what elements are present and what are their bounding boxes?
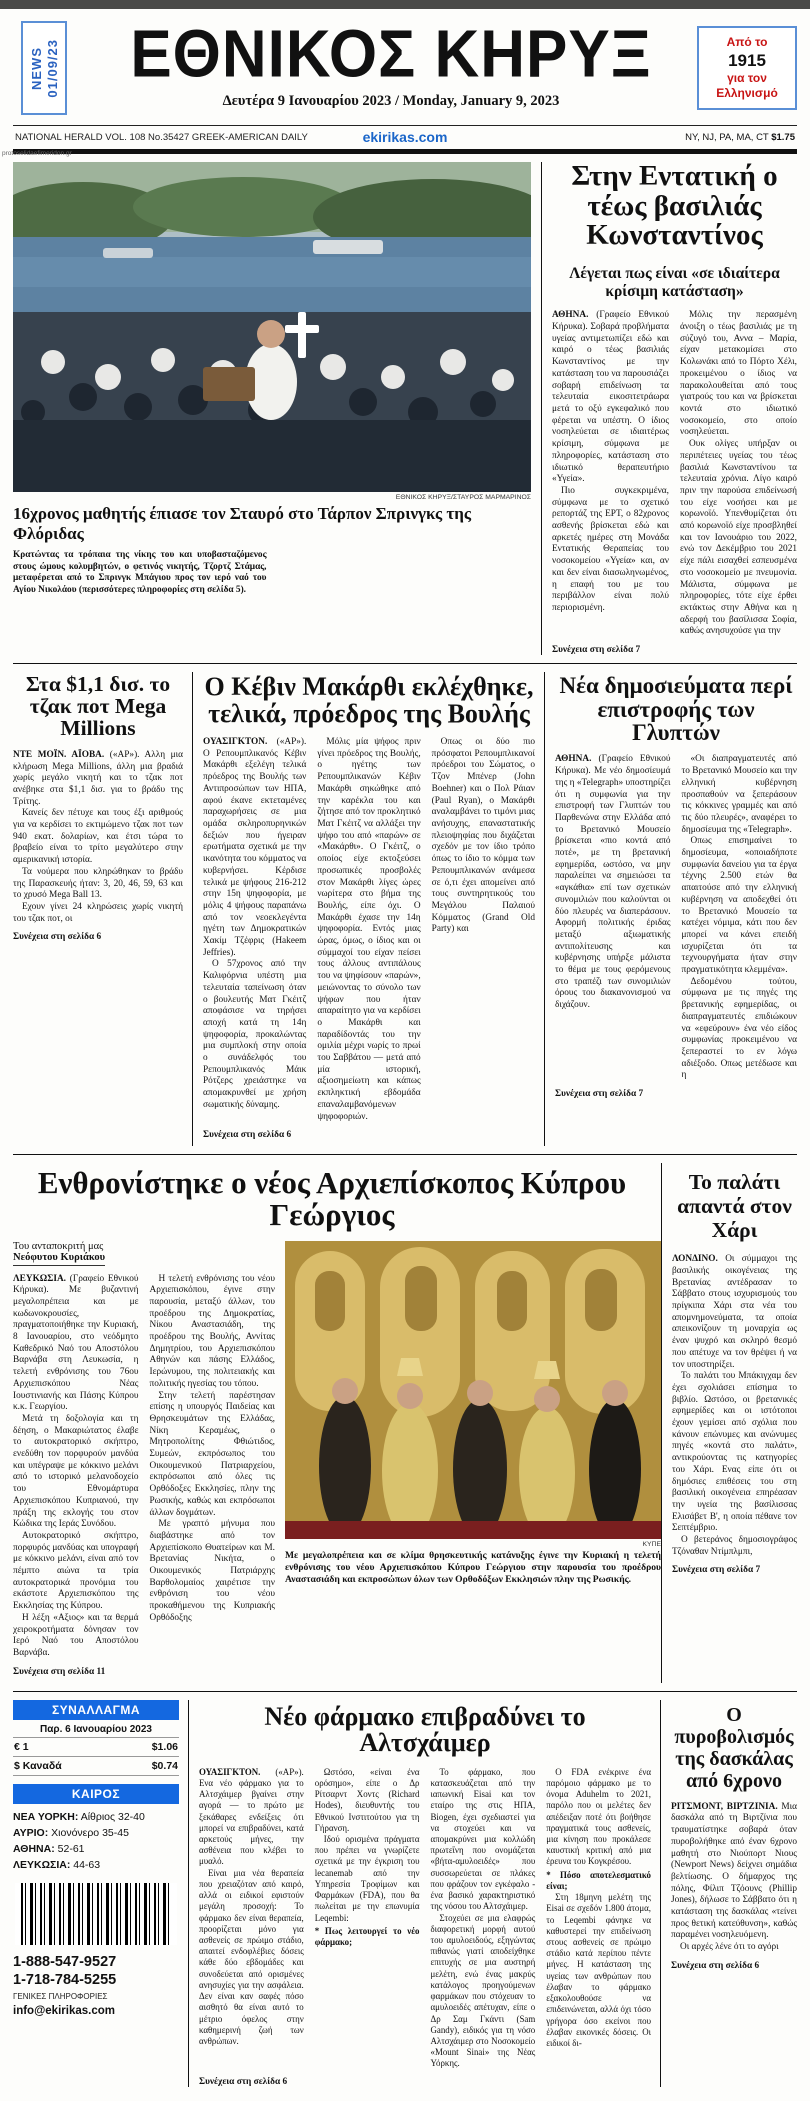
article-paragraph: ΛΟΝΔΙΝΟ. Οι σύμμαχοι της βασιλικής οικογένειας της Βρετανίας αντέδρασαν το Σάββατο στους ισχυρισμούς του πρίγκιπα Χάρι στα νέα του απομνημονεύματα, τα οποία απεικονίζουν τη μοναρχία ως έναν ψυχρό και σκληρό θεσμό που απέτυχε να τον θρέψει ή να τον υποστηρίξει. [672, 1254, 798, 1370]
article-parthenon-marbles [544, 672, 797, 1146]
byline-name: Νεόφυτου Κυριάκου [13, 1252, 105, 1266]
section-divider [13, 663, 797, 664]
section-divider [13, 1154, 797, 1155]
article-palace-harry [661, 1163, 797, 1682]
article-paragraph: ΟΥΑΣΙΓΚΤΟΝ. («ΑΡ»). Ενα νέο φάρμακο για το Αλτσχάιμερ βγαίνει στην αγορά — το πρώτο με ξεκάθαρες ενδείξεις ότι μπορεί να επιβραδύνει, κατά αρκετούς μήνες, την ασθένεια που κλέβει το μυαλό. [199, 1766, 304, 1867]
news-date-badge [21, 21, 67, 115]
article-teacher-shooting [660, 1700, 797, 2087]
enthronement-photo-block [285, 1241, 661, 1677]
mega-continued: Συνέχεια στη σελίδα 6 [13, 932, 102, 943]
article-paragraph: ΑΘΗΝΑ. (Γραφείο Εθνικού Κήρυκα). Σοβαρά προβλήματα υγείας αντιμετωπίζει εδώ και καιρό ο τέως βασιλιάς Κωνσταντίνος με την κατάσταση του να παρουσιάζει σοβαρή επιδείνωση τα τελευταία εικοσιτετράωρα μετά το οξύ εγκεφαλικό που φέρεται να υπέστη. Ο ίδιος νοσηλεύεται σε ιδιαιτέρως κρίσιμη, σύμφωνα με πληροφορίες, κατάσταση στο ιδιωτικό θεραπευτήριο «Υγεία». [552, 310, 670, 485]
article-paragraph: Μόλις μία ψήφος πριν γίνει πρόεδρος της Βουλής, ο ηγέτης των Ρεπουμπλικανών Κέβιν Μακάρθι σηκώθηκε από την καρέκλα του και ζήτησε από τον προκλητικό Ματ Γκέιτζ να αλλάξει την ψήφο του από «παρών» σε «Μακάρθι». Ο Γκέιτζ, ο οποίος είχε εκτοξεύσει προσωπικές προσβολές στον Μακάρθι λίγες ώρες νωρίτερα στο βήμα της Βουλής, είπε όχι. Ο Μακάρθι έχασε την 14η ψηφοφορία. Εντός μιας ώρας, όμως, ο ίδιος και οι σύμμαχοί του είχαν πείσει τους άλλους αντιπάλους του να ψηφίσουν «παρών», μειώνοντας το σύνολο των ψήφων που ήταν απαραίτητο για να κερδίσει ο Μακάρθι και παραδίδοντάς του την ομιλία μέχρι νωρίς το πρωί του Σαββάτου — μετά από μία ιστορική, αξιοσημείωτη και κάπως εκπληκτική εβδομάδα επαναλαμβανόμενων ψηφοφοριών. [317, 737, 421, 1122]
epiphany-photo-block [13, 162, 531, 655]
exchange-date: Παρ. 6 Ιανουαρίου 2023 [13, 1720, 179, 1738]
volume-info: NATIONAL HERALD VOL. 108 No.35427 GREEK-AMERICAN DAILY [15, 131, 308, 143]
article-paragraph: Μόλις την περασμένη άνοιξη ο τέως βασιλιάς με τη σύζυγό του, Αννα – Μαρία, είχαν μετακομίσει στο Κολωνάκι από το Πόρτο Χέλι, προκειμένου ο ίδιος να παρακολουθείται από τους γιατρούς του και να βρίσκεται κοντά στο ιδιωτικό νοσοκομείο, στο οποίο νοσηλεύεται. [680, 310, 797, 438]
epiphany-photo-art [13, 162, 531, 492]
exchange-value: $0.74 [151, 1759, 178, 1772]
article-paragraph: Στη 18μηνη μελέτη της Eisai σε σχεδόν 1.800 άτομα, το Leqembi φάνηκε να καθυστερεί την επιδείνωση στους ασθενείς σε πρώιμο στάδιο κατά περίπου πέντε μήνες. Η κατάσταση της υγείας των ανθρώπων που έλαβαν το φάρμακο εξακολουθούσε να επιδεινώνεται, αλλά όχι τόσο γρήγορα όσο εκείνοι που έλαβαν εικονικές δόσεις. Οι ειδικοί δι- [546, 1892, 651, 2048]
middle-band [0, 672, 810, 1146]
enthronement-band [0, 1163, 810, 1682]
article-mega-millions [13, 672, 183, 1146]
info-email-link[interactable]: info@ekirikas.com [13, 2004, 115, 2017]
weather-list [13, 1809, 179, 1873]
since-year: 1915 [728, 50, 766, 70]
marbles-headline: Νέα δημοσιεύματα περί επιστροφής των Γλυπτών [559, 673, 793, 745]
enthronement-photo-credit: ΚΥΠΕ [642, 1540, 661, 1548]
side-micro-text: protoselidaefimeridon.gr [2, 150, 72, 157]
article-paragraph: Ωστόσο, «είναι ένα ορόσημο», είπε ο Δρ Ρίτσαρντ Χοντς (Richard Hodes), διευθυντής του Εθνικού Ινστιτούτου για τη Γήρανση. [314, 1766, 420, 1833]
weather-item: ΛΕΥΚΩΣΙΑ: 44-63 [13, 1858, 101, 1871]
exchange-header: ΣΥΝΑΛΛΑΓΜΑ [13, 1700, 179, 1720]
article-paragraph: Κρατώντας τα τρόπαια της νίκης του και υποβασταζόμενος στους ώμους κολυμβητών, ο φετινός νικητής, Τζορτζ Στάμας, μεταφέρεται από το Σπρινγκ Μπάγιου προς τον ιερό ναό του Αγίου Νικολάου (περισσότερες πληροφορίες στη σελίδα 5). [13, 550, 267, 596]
article-paragraph: ΑΘΗΝΑ. (Γραφείο Εθνικού Κήρυκα). Με νέο δημοσίευμά της η «Telegraph» υποστηρίζει ότι η συμφωνία για την επιστροφή των Γλυπτών του Παρθενώνα στην Ελλάδα από το Βρετανικό Μουσείο βρίσκεται «πιο κοντά από ποτέ», με τη βρετανική εφημερίδα, ωστόσο, να μην παραλείπει να σημειώσει τα «αγκάθια» επί των σχετικών συνομιλιών που καλούνται οι δύο πλευρές να διαπεράσουν. Αφορμή πολιτικής έριδας μεταξύ αξιωματικής αντιπολίτευσης και κυβέρνησης υπήρξε μάλιστα το θέμα με τους φερόμενους στο τραπέζι των συνομιλιών όρους του διακανονισμού να διχάζουν. [555, 754, 671, 1011]
article-paragraph: Στην τελετή παρέστησαν επίσης η υπουργός Παιδείας και Θρησκευμάτων της Ελλάδας, Νίκη Κεραμέως, ο Μητροπολίτης Φθιώτιδος, Συμεών, εκπρόσωπος του Οικουμενικού Πατριαρχείου, εκπρόσωποι από όλες τις Ορθόδοξες Εκκλησίες, πλην της Ρωσικής, καθώς και εκπρόσωποι άλλων δογμάτων. [149, 1390, 275, 1518]
article-paragraph: Κανείς δεν πέτυχε και τους έξι αριθμούς για να κερδίσει το εκτιμώμενο τζακ ποτ των 940 εκατ. δολαρίων, και έτσι τώρα το βραβείο είναι το τρίτο μεγαλύτερο στην αμερικανική ιστορία. [13, 808, 183, 866]
since-1915-badge [697, 26, 797, 110]
article-paragraph: Η λέξη «Αξιος» και τα θερμά χειροκροτήματα δόνησαν τον Ιερό Ναό του Αποστόλου Βαρνάβα. [13, 1612, 139, 1658]
phone-numbers [13, 1953, 179, 1989]
enthronement-continued: Συνέχεια στη σελίδα 11 [13, 1666, 106, 1677]
distribution-states: NY, NJ, PA, MA, CT [685, 131, 769, 143]
phone-toll-free: 1-888-547-9527 [13, 1953, 117, 1970]
palace-continued: Συνέχεια στη σελίδα 7 [672, 1565, 761, 1576]
article-paragraph: ΡΙΤΣΜΟΝΤ, ΒΙΡΤΖΙΝΙΑ. Μια δασκάλα από τη Βιρτζίνια που τραυματίστηκε σοβαρά όταν πυροβολήθηκε από έναν 6χρονο μαθητή στο Νιούπορτ Νιους (Newport News) δείχνει σημάδια βελτίωσης. Ο δήμαρχος της πόλης, Φίλιπ Τζόουνς (Phillip Jones), δήλωσε το Σάββατο ότι η κατάσταση της δασκάλας «τείνει προς θετική κατεύθυνση», καθώς παραμένει νοσηλευόμενη. [671, 1801, 797, 1941]
mega-body [13, 750, 183, 926]
king-body [552, 310, 797, 638]
news-badge-label: NEWS [28, 46, 44, 90]
palace-headline: Το παλάτι απαντά στον Χάρι [677, 1170, 792, 1242]
since-line3: Ελληνισμό [716, 86, 778, 101]
article-paragraph: Στοχεύει σε μια ελαφρώς διαφορετική μορφή αυτού του αμυλοειδούς, εξηγώντας πιθανώς γιατί αποδείχθηκε επιτυχής σε μια αυστηρή μελέτη, ενώ ένας μακρύς κατάλογος προηγούμενων φαρμάκων που στόχευαν το αμυλοειδές απέτυχαν, είπε ο Δρ Σαμ Γκάντι (Sam Gandy), ειδικός για τη νόσο Αλτσχάιμερ στο Νοσοκομείο «Mount Sinai» της Νέας Υόρκης. [430, 1912, 536, 2069]
article-mccarthy [192, 672, 535, 1146]
article-paragraph: Οπως οι δύο πιο πρόσφατοι Ρεπουμπλικανοί πρόεδροι του Σώματος, ο Τζον Μπένερ (John Boehner) και ο Πολ Ράιαν (Paul Ryan), ο Μακάρθι αναλαμβάνει το τιμόνι μιας ανήσυχης, επαναστατικής πλειοψηφίας που διχάζεται σχεδόν με τον ίδιο τρόπο όπως το ίδιο το κόμμα των Ρεπουμπλικανών ανάμεσα σε ό,τι έχει απομείνει από τους συντηρητικούς του Μεγάλου Παλαιού Κόμματος (Grand Old Party) και [431, 737, 535, 935]
main-band [0, 154, 810, 655]
masthead-line [13, 125, 797, 154]
article-paragraph: Δεδομένου τούτου, σύμφωνα με τις πηγές της βρετανικής εφημερίδας, οι διαπραγματευτές επιδιώκουν να «εφεύρουν» ένα νέο είδος συμφωνίας προκειμένου να ξεπεραστεί το εν λόγω αδιέξοδο. Οπως μετέδωσε και η [681, 976, 797, 1081]
barcode [15, 1883, 177, 1945]
teacher-continued: Συνέχεια στη σελίδα 6 [671, 1960, 760, 1971]
article-paragraph: Οι αρχές λένε ότι το αγόρι [680, 1942, 779, 1953]
masthead-logo-block [85, 17, 697, 110]
article-paragraph: Ο βετεράνος δημοσιογράφος Τζόναθαν Ντίμπλμπι, [672, 1535, 797, 1557]
exchange-label: $ Καναδά [14, 1759, 62, 1772]
bottom-band [0, 1700, 810, 2101]
enthronement-text-block [13, 1241, 275, 1677]
article-paragraph: Το φάρμακο, που κατασκευάζεται από την ιαπωνική Eisai και τον εταίρο της στις ΗΠΑ, Biogen, έχει σχεδιαστεί για να στοχεύει και να απομακρύνει μια κολλώδη πρωτεΐνη που ονομάζεται «βήτα-αμυλοειδές» που συσσωρεύεται σε πλάκες που φράζουν τον εγκέφαλο - ένα βασικό χαρακτηριστικό της νόσου του Αλτσχάιμερ. [430, 1766, 536, 1912]
alzheimer-continued: Συνέχεια στη σελίδα 6 [199, 2076, 288, 2087]
enthronement-caption: Με μεγαλοπρέπεια και σε κλίμα θρησκευτικής κατάνυξης έγινε την Κυριακή η τελετή ενθρόνισης του νέου Αρχιεπισκόπου Κύπρου Γεώργιου στην παρουσία του προέδρου Αναστασιάδη και εκπροσώπων όλων των Ορθοδόξων Εκκλησιών πλην της Ρωσικής. [285, 1549, 661, 1586]
newspaper-logo: ΕΘΝΙΚΟΣ ΚΗΡΥΞ [130, 17, 652, 92]
article-paragraph: «Οι διαπραγματευτές από το Βρετανικό Μουσείο και την ελληνική κυβέρνηση προσπαθούν να ξεπεράσουν τις κόκκινες γραμμές και από τις δύο πλευρές», αναφέρει το δημοσίευμα της «Telegraph». [681, 754, 797, 835]
epiphany-photo [13, 162, 531, 492]
byline [13, 1241, 275, 1266]
mccarthy-headline: Ο Κέβιν Μακάρθι εκλέχθηκε, τελικά, πρόεδρος της Βουλής [204, 672, 534, 728]
header [0, 9, 810, 119]
article-paragraph: Ο 57χρονος από την Καλιφόρνια υπέστη μια τελευταία ταπείνωση όταν ο βουλευτής Ματ Γκέιτζ αποφάσισε να τηρήσει αποχή κατά τη 14η ψηφοφορία, προκαλώντας μια συμπλοκή στην οποία ο συνάδελφός του Ρεπουμπλικανός Μάικ Ρότζερς χρειάστηκε να απομακρυνθεί με χρήση σωματικής δύναμης. [203, 959, 307, 1110]
mccarthy-continued: Συνέχεια στη σελίδα 6 [203, 1130, 292, 1141]
photo-credit: ΕΘΝΙΚΟΣ ΚΗΡΥΞ/ΣΤΑΥΡΟΣ ΜΑΡΜΑΡΙΝΟΣ [395, 494, 531, 501]
article-paragraph: * Πόσο αποτελεσματικό είναι; [546, 1869, 651, 1891]
king-continued: Συνέχεια στη σελίδα 7 [552, 645, 641, 656]
exchange-value: $1.06 [151, 1740, 178, 1753]
article-king-constantine [541, 162, 797, 655]
weather-item: ΑΥΡΙΟ: Χιονόνερο 35-45 [13, 1826, 129, 1839]
teacher-body [671, 1802, 797, 1954]
weather-item: ΝΕΑ ΥΟΡΚΗ: Αίθριος 32-40 [13, 1810, 145, 1823]
exchange-label: € 1 [14, 1740, 29, 1753]
article-paragraph: Με γραπτό μήνυμα που διαβάστηκε από τον Αρχιεπίσκοπο Θυατείρων και Μ. Βρετανίας Νικήτα, ο Οικουμενικός Πατριάρχης Βαρθολομαίος χαιρέτισε την ενθρόνιση του νέου προκαθήμενου της Κυπριακής Ορθόδοξης [149, 1519, 275, 1623]
photo-caption-text [13, 550, 531, 597]
weather-item: ΑΘΗΝΑ: 52-61 [13, 1842, 85, 1855]
weather-header: ΚΑΙΡΟΣ [13, 1784, 179, 1804]
alzheimer-headline: Νέο φάρμακο επιβραδύνει το Αλτσχάιμερ [264, 1701, 586, 1758]
exchange-row-cad [13, 1757, 179, 1776]
enthronement-content [13, 1240, 661, 1677]
article-paragraph: Ιδού ορισμένα πράγματα που πρέπει να γνωρίζετε σχετικά με την έγκριση του lecanemab από την Υπηρεσία Τροφίμων και Φαρμάκων (FDA), που θα πωλείται με την επωνυμία Leqembi: [314, 1834, 420, 1923]
article-paragraph: Αυτοκρατορικό σκήπτρο, πορφυρός μανδύας και υπογραφή με κόκκινο μελάνι, είναι από τον πέμπτο αιώνα τα τρία αυτοκρατορικά προνόμια του εκάστοτε Αρχιεπισκόπου της Εκκλησίας της Κύπρου. [13, 1530, 139, 1612]
marbles-continued: Συνέχεια στη σελίδα 7 [555, 1089, 644, 1100]
edition-dateline: Δευτέρα 9 Ιανουαρίου 2023 / Monday, January 9, 2023 [222, 92, 560, 109]
mega-headline: Στα $1,1 δισ. το τζακ ποτ Mega Millions [25, 672, 171, 740]
article-enthronement [13, 1163, 661, 1682]
article-paragraph: Ο FDA ενέκρινε ένα παρόμοιο φάρμακο με το όνομα Aduhelm το 2021, παρόλο που οι μελέτες δεν απέδειξαν ποτέ ότι βοήθησε πραγματικά τους ασθενείς, μια κίνηση που προκάλεσε καυστική κριτική από μια έρευνα του Κογκρέσου. [546, 1766, 651, 1867]
article-paragraph: ΛΕΥΚΩΣΙΑ. (Γραφείο Εθνικού Κήρυκα). Με βυζαντινή μεγαλοπρέπεια και με κωδωνοκρουσίες, πραγματοποιήθηκε την Κυριακή, 8 Ιανουαρίου, στο νεόδμητο Καθεδρικό Ναό του Αποστόλου Βαρνάβα στη Λευκωσία, η τελετή ενθρόνισης του 76ου Αρχιεπισκόπου Νέας Ιουστινιανής και Πάσης Κύπρου κ.κ. Γεωργίου. [13, 1273, 139, 1413]
article-paragraph: Είναι μια νέα θεραπεία που χρειαζόταν από καιρό, αλλά οι ειδικοί εφιστούν μεγάλη προσοχή: Το φάρμακο δεν είναι θεραπεία, προορίζεται μόνο για ασθενείς σε πρώιμο στάδιο, απαιτεί ενδοφλέβιες δόσεις κάθε δύο εβδομάδες και συνοδεύεται από ορισμένες ανησυχίες για την ασφάλεια. Δεν είναι καν σαφές πόσο αισθητό θα είναι αυτό το μέτριο όφελος στην καθημερινή ζωή των ανθρώπων. [199, 1867, 304, 2046]
article-paragraph: Οπως επισημαίνει το δημοσίευμα, «οποιαδήποτε συμφωνία δανείου για τα έργα τέχνης 2.500 ετών θα απαιτούσε από την ελληνική κυβέρνηση να αποδεχθεί ότι το Βρετανικό Μουσείο τα κατέχει νόμιμα, κάτι που δεν μπορεί να κάνει επειδή ισχυρίζεται ότι τα τεχνουργήματα ήταν στην πραγματικότητα κλεμμένα». [681, 836, 797, 976]
sidebar-info [13, 1700, 179, 2087]
general-info-label: ΓΕΝΙΚΕΣ ΠΛΗΡΟΦΟΡΙΕΣ [13, 1991, 108, 2001]
enthronement-photo-art [285, 1241, 661, 1539]
exchange-row-euro [13, 1738, 179, 1757]
mccarthy-body [203, 737, 535, 1123]
article-paragraph: * Πως λειτουργεί το νέο φάρμακο; [314, 1925, 420, 1948]
article-paragraph: Τα νούμερα που κληρώθηκαν το βράδυ της Παρασκευής ήταν: 3, 20, 46, 59, 63 και το χρυσό Mega Ball 13. [13, 866, 183, 901]
enthronement-headline: Ενθρονίστηκε ο νέος Αρχιεπίσκοπος Κύπρου Γεώργιος [37, 1165, 627, 1232]
news-badge-date: 01/09/23 [44, 38, 60, 98]
marbles-body [555, 754, 797, 1082]
since-line2: για τον [727, 71, 767, 86]
since-line1: Από το [726, 34, 768, 49]
article-paragraph: ΝΤΕ ΜΟΪΝ. ΑΪΟΒΑ. («ΑΡ»). Αλλη μια κλήρωση Mega Millions, άλλη μια βραδιά χωρίς μεγάλο νικητή και το τζακ ποτ ανέβηκε στα $1,1 δισ. για το βράδυ της Τρίτης. [13, 749, 183, 807]
byline-label: Του ανταποκριτή μας [13, 1240, 104, 1252]
price-info [447, 132, 795, 143]
article-paragraph: Πιο συγκεκριμένα, σύμφωνα με το σχετικό ρεπορτάζ της ΕΡΤ, ο 82χρονος ασθενής βρίσκεται εδώ και αρκετές ημέρες στη Μονάδα Εντατικής Θεραπείας του νοσοκομείου «Υγεία» και, αν και δεν είναι διασωληνωμένος, η επαφή του με του περιβάλλον είναι πολύ περιορισμένη. [552, 485, 669, 613]
price: $1.75 [771, 131, 795, 143]
website-link-wrap [363, 129, 448, 145]
top-strip [0, 0, 810, 9]
article-paragraph: Η τελετή ενθρόνισης του νέου Αρχιεπισκόπου, έγινε στην παρουσία, μεταξύ άλλων, του προέδρου της Δημοκρατίας, Νίκου Αναστασιάδη, της προέδρου της Βουλής, Αννίτας Δημητρίου, του Αρχιεπισκόπου Αθηνών και πάσης Ελλάδος, Ιερώνυμου, της πολιτειακής και πολιτικής ηγεσίας του τόπου. [149, 1273, 275, 1389]
enthronement-photo [285, 1241, 661, 1539]
phone-local: 1-718-784-5255 [13, 1971, 117, 1988]
photo-caption-title: 16χρονος μαθητής έπιασε τον Σταυρό στο Τάρπον Σπρινγκς της Φλόριδας [13, 504, 472, 543]
enthronement-body [13, 1274, 275, 1660]
king-headline: Στην Εντατική ο τέως βασιλιάς Κωνσταντίνος [571, 160, 778, 252]
article-paragraph: Εχουν γίνει 24 κληρώσεις χωρίς νικητή του τζακ ποτ, οι [13, 901, 183, 924]
article-paragraph: ΟΥΑΣΙΓΚΤΟΝ. («ΑΡ»). Ο Ρεπουμπλικανός Κέβιν Μακάρθι εξελέγη τελικά πρόεδρος της Βουλής των Αντιπροσώπων των ΗΠΑ, αφού έκανε εκτεταμένες παραχωρήσεις σε μια ομάδα σκληροπυρηνικών δεξιών που ήγειραν ερωτήματα σχετικά με την ικανότητα του κόμματος να κυβερνήσει. Κέρδισε τελικά με ψήφους 216-212 στην 15η ψηφοφορία, με μόλις 4 ψήφους παραπάνω από τον νεοεκλεγέντα ηγέτη των Δημοκρατικών Χακίμ Τζέφρις (Hakeem Jeffries). [203, 737, 307, 958]
article-alzheimer [188, 1700, 651, 2087]
alzheimer-body [199, 1767, 651, 2070]
website-link[interactable]: ekirikas.com [362, 129, 448, 145]
teacher-headline: Ο πυροβολισμός της δασκάλας από 6χρονο [674, 1703, 794, 1792]
article-paragraph: Ουκ ολίγες υπήρξαν οι περιπέτειες υγείας του τέως βασιλιά Κωνσταντίνου τα τελευταία χρόνια. Λίγο καιρό πριν την παρούσα επιδείνωσή του είχε νοσήσει και με κορωνοϊό. Υπενθυμίζεται ότι από κορωνοϊό είχε προσβληθεί και τον Ιανουάριο του 2022, ενώ τον Δεκέμβριο του 2021 είχε πάλι εισαχθεί εσπευσμένα στο νοσοκομείο με πνευμονία. Μάλιστα, σύμφωνα με πληροφορίες, τότε είχε έρθει εκτάκτως στην Αθήνα και η αδερφή του βασίλισσα Σοφία, καθώς ανησυχούσε για την [680, 439, 797, 637]
palace-body [672, 1254, 797, 1558]
article-paragraph: Το παλάτι του Μπάκιγχαμ δεν έχει σχολιάσει επίσημα το βιβλίο. Ωστόσο, οι βρετανικές εφημερίδες και οι ιστότοποι έχουν γεμίσει από σχόλια που κάνουν επώνυμες και ανώνυμες πηγές «κοντά στο παλάτι», αντικρούοντας τις κατηγορίες του Χάρι. Ενας είπε ότι οι δημόσιες επιθέσεις του στη βασιλική οικογένεια επηρέασαν την υγεία της βασίλισσας Ελισάβετ Β', η οποία πέθανε τον Σεπτέμβριο. [672, 1371, 797, 1534]
article-paragraph: Μετά τη δοξολογία και τη δέηση, ο Μακαριώτατος έλαβε το αυτοκρατορικό σκήπτρο, ενεδύθη τον πορφυρούν μανδύα και υπέγραψε με κόκκινο μελάνι από το ιστορικό μελανοδοχείο του Εθνομάρτυρα Αρχιεπισκόπου Κυπριανού, την πράξη της εκλογής του στον Κώδικα της Ιεράς Συνόδου. [13, 1413, 139, 1530]
section-divider [13, 1691, 797, 1692]
king-subhead: Λέγεται πως είναι «σε ιδιαίτερα κρίσιμη κατάσταση» [569, 264, 780, 300]
